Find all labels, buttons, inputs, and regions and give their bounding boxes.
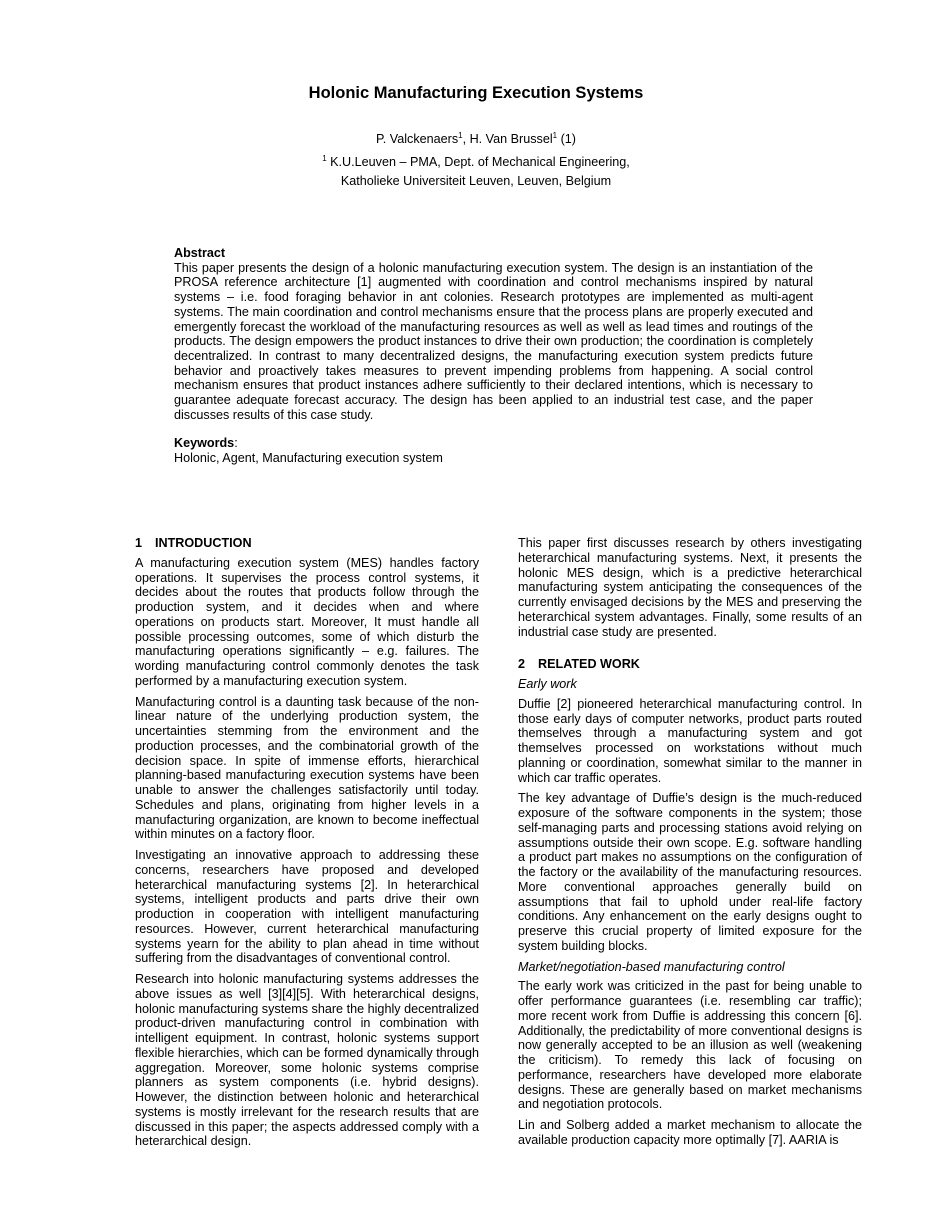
related-work-paragraph: The key advantage of Duffie’s design is the much-reduced exposure of the software components in the system; those self-managing parts and processing stations avoid relying on assumptions outside their own scope. E.g. software handling a product part makes no assumptions on the configuration of the factory or the availability of the manufacturing resources. More conventional approaches generally build on assumptions that fail to uphold under real-life factory conditions. Any enhancement on the early designs ought to preserve this crucial property of limited exposure for the system building blocks.	[518, 791, 862, 953]
related-work-paragraph: Duffie [2] pioneered heterarchical manufacturing control. In those early days of computer networks, product parts routed themselves through a manufacturing system and got themselves processed on workstations without much planning or coordination, somewhat similar to the manner in which car traffic operates.	[518, 696, 862, 785]
paper-title: Holonic Manufacturing Execution Systems	[308, 84, 644, 102]
affiliation-line-1: $^1$ K.U.Leuven – PMA, Dept. of Mechanical Engineering,	[322, 154, 630, 170]
keywords-text: Holonic, Agent, Manufacturing execution system	[174, 451, 443, 466]
author-block	[0, 126, 952, 191]
intro-paragraph: Research into holonic manufacturing systems addresses the above issues as well [3][4][5]. With heterarchical designs, holonic manufacturing systems share the highly decentralized product-driven manufacturing control in combination with intelligent equipment. In contrast, holonic systems support flexible hierarchies, which can be formed dynamically through aggregation. Moreover, some holonic systems comprise planners as system components (i.e. hybrid designs). However, the distinction between holonic and heterarchical systems is mostly irrelevant for the research results that are discussed in this paper; the aspects addressed comply with a heterarchical design.	[135, 972, 479, 1149]
intro-paragraph: A manufacturing execution system (MES) handles factory operations. It supervises the process control systems, it decides about the routes that products follow through the production system, and it decides when and where operations on products start. Moreover, It must handle all possible processing outcomes, some of which disturb the manufacturing operations significantly – e.g. failures. The wording manufacturing control commonly denotes the task performed by a manufacturing execution system.	[135, 555, 479, 688]
related-work-paragraph: The early work was criticized in the past for being unable to offer performance guarantees (i.e. resembling car traffic); more recent work from Duffie is addressing this concern [6]. Additionally, the predictability of more conventional designs is now generally accepted to be an illusion as well (weakening the criticism). To remedy this lack of focusing on performance, researchers have developed more elaborate designs. These are generally based on market mechanisms and negotiation protocols.	[518, 979, 862, 1112]
paper-outline-paragraph: This paper first discusses research by others investigating heterarchical manufacturing systems. Next, it presents the holonic MES design, which is a predictive heterarchical manufacturing system anticipating the consequences of the currently envisaged decisions by the MES and preserving the heterarchical system advantages. Finally, some results of an industrial case study are presented.	[518, 536, 862, 639]
keywords-section: Keywords: Holonic, Agent, Manufacturing execution system	[174, 436, 813, 465]
related-work-paragraph: Lin and Solberg added a market mechanism to allocate the available production capacity more optimally [7]. AARIA is	[518, 1118, 862, 1147]
author-names: P. Valckenaers$^1$, H. Van Brussel$^1$ (1)	[375, 131, 576, 147]
abstract-heading: Abstract	[174, 246, 226, 260]
affiliation-line-2: Katholieke Universiteit Leuven, Leuven, Belgium	[340, 174, 612, 189]
abstract-text: This paper presents the design of a holonic manufacturing execution system. The design is an instantiation of the PROSA reference architecture [1] augmented with coordination and control mechanisms inspired by natural systems – i.e. food foraging behavior in ant colonies. Research prototypes are implemented as multi-agent systems. The main coordination and control mechanisms ensure that the process plans are properly executed and emergently forecast the workload of the manufacturing resources as well as well as lead times and routings of the products. The design empowers the product instances to drive their own production; the coordination is completely decentralized. In contrast to many decentralized designs, the manufacturing execution system predicts future behavior and proactively takes measures to prevent impending problems from happening. A social control mechanism ensures that product instances adhere sufficiently to their declared intentions, which is necessary to guarantee adequate forecast accuracy. The design has been applied to an industrial test case, and the paper discusses results of this case study.	[174, 260, 813, 422]
right-column	[518, 536, 862, 1154]
intro-paragraph: Investigating an innovative approach to addressing these concerns, researchers have proposed and developed heterarchical manufacturing systems [2]. In heterarchical systems, intelligent products and parts drive their own production in cooperation with intelligent manufacturing resources. However, current heterarchical manufacturing systems yearn for the ability to plan ahead in time without suffering from the disadvantages of conventional control.	[135, 848, 479, 966]
abstract-section	[174, 246, 813, 466]
left-column	[135, 536, 479, 1155]
section-heading-introduction: 1 INTRODUCTION	[135, 536, 252, 550]
section-heading-related-work: 2 RELATED WORK	[518, 657, 640, 672]
subheading-early-work: Early work	[518, 677, 577, 691]
subheading-market-negotiation: Market/negotiation-based manufacturing control	[518, 959, 785, 974]
intro-paragraph: Manufacturing control is a daunting task because of the non-linear nature of the underlying production system, the uncertainties stemming from the environment and the production processes, and the combinatorial growth of the decision space. In spite of immense efforts, hierarchical planning-based manufacturing execution systems have been unable to answer the challenges satisfactorily until today. Schedules and plans, originating from higher levels in a manufacturing organization, are known to become ineffectual within minutes on a factory floor.	[135, 694, 479, 842]
keywords-heading: Keywords	[174, 436, 235, 451]
